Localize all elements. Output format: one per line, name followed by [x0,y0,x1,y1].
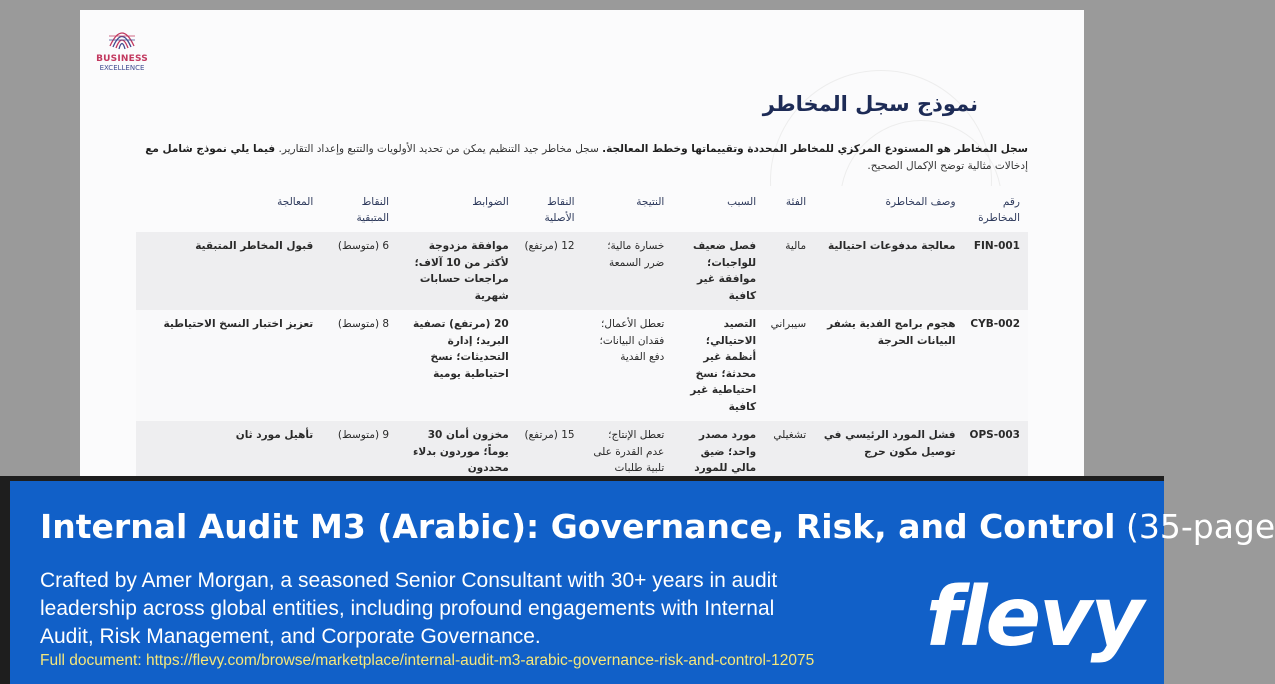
header-residual-score: النقاط المتبقية [321,186,397,232]
cell-cause: فصل ضعيف للواجبات؛ موافقة غير كافية [672,232,764,310]
header-consequence: النتيجة [583,186,673,232]
logo-text-business: BUSINESS [96,54,148,64]
cell-consequence: خسارة مالية؛ ضرر السمعة [583,232,673,310]
cell-cause: التصيد الاحتيالي؛ أنظمة غير محدثة؛ نسخ احتياطية غير كافية [672,310,764,421]
header-inherent-score: النقاط الأصلية [517,186,583,232]
cell-description: هجوم برامج الفدية يشفر البيانات الحرجة [814,310,963,421]
cell-inherent-score [517,310,583,421]
header-risk-id: رقم المخاطرة [964,186,1028,232]
intro-paragraph [128,141,1028,175]
cell-treatment: قبول المخاطر المتبقية [136,232,321,310]
header-controls: الضوابط [397,186,517,232]
cell-category: تشغيلي [764,421,814,499]
cell-consequence: تعطل الإنتاج؛ عدم القدرة على تلبية طلبات [583,421,673,499]
cell-risk-id: CYB-002 [964,310,1028,421]
full-document-link[interactable] [40,652,814,670]
cell-residual-score: 8 (متوسط) [321,310,397,421]
logo-text-excellence: EXCELLENCE [99,64,145,72]
cell-controls: 20 (مرتفع) تصفية البريد؛ إدارة التحديثات؛ نسخ احتياطية يومية [397,310,517,421]
cell-controls: مخزون أمان 30 يوماً؛ موردون بدلاء محددون [397,421,517,499]
fingerprint-icon [107,26,137,54]
banner-title-pages: (35-page [1125,507,1275,546]
cell-category: سيبراني [764,310,814,421]
cell-inherent-score: 15 (مرتفع) [517,421,583,499]
cell-risk-id: FIN-001 [964,232,1028,310]
intro-sentence-2: سجل مخاطر جيد التنظيم يمكن من تحديد الأولويات والتتبع وإعداد التقارير. [278,143,599,155]
intro-sentence-4: إدخالات مثالية توضح الإكمال الصحيح. [867,160,1028,172]
intro-sentence-1: سجل المخاطر هو المستودع المركزي للمخاطر المحددة وتقييماتها وخطط المعالجة. [602,143,1028,155]
link-url[interactable]: https://flevy.com/browse/marketplace/internal-audit-m3-arabic-governance-risk-and-control-12075 [145,652,815,669]
document-page [80,10,1084,480]
cell-cause: مورد مصدر واحد؛ ضيق مالي للمورد [672,421,764,499]
header-description: وصف المخاطرة [814,186,963,232]
cell-residual-score: 9 (متوسط) [321,421,397,499]
table-row [136,310,1028,421]
cell-category: مالية [764,232,814,310]
cell-consequence: تعطل الأعمال؛ فقدان البيانات؛ دفع الفدية [583,310,673,421]
risk-register-table [136,186,1028,499]
flevy-logo: flevy [925,570,1142,665]
document-title: نموذج سجل المخاطر [762,92,978,116]
promo-banner-panel [10,481,1275,684]
cell-controls: موافقة مزدوجة لأكثر من 10 آلاف؛ مراجعات حسابات شهرية [397,232,517,310]
banner-title-main: Internal Audit M3 (Arabic): Governance, Risk, and Control [40,507,1116,546]
business-excellence-logo [94,26,150,72]
cell-treatment: تعزيز اختبار النسخ الاحتياطية [136,310,321,421]
table-header-row [136,186,1028,232]
header-category: الفئة [764,186,814,232]
link-prefix: Full document: [40,652,146,669]
cell-treatment: تأهيل مورد ثان [136,421,321,499]
cell-risk-id: OPS-003 [964,421,1028,499]
header-cause: السبب [672,186,764,232]
table-row [136,232,1028,310]
banner-title [40,507,1275,546]
cell-residual-score: 6 (متوسط) [321,232,397,310]
intro-sentence-3: فيما يلي نموذج شامل مع [145,143,276,155]
promo-banner [0,476,1275,684]
banner-description: Crafted by Amer Morgan, a seasoned Senior Consultant with 30+ years in audit leadership across global entities, including profound engagements with Internal Audit, Risk Management, and Corporate Governance. [40,569,778,648]
cell-description: معالجة مدفوعات احتيالية [814,232,963,310]
cell-inherent-score: 12 (مرتفع) [517,232,583,310]
header-treatment: المعالجة [136,186,321,232]
cell-description: فشل المورد الرئيسي في توصيل مكون حرج [814,421,963,499]
